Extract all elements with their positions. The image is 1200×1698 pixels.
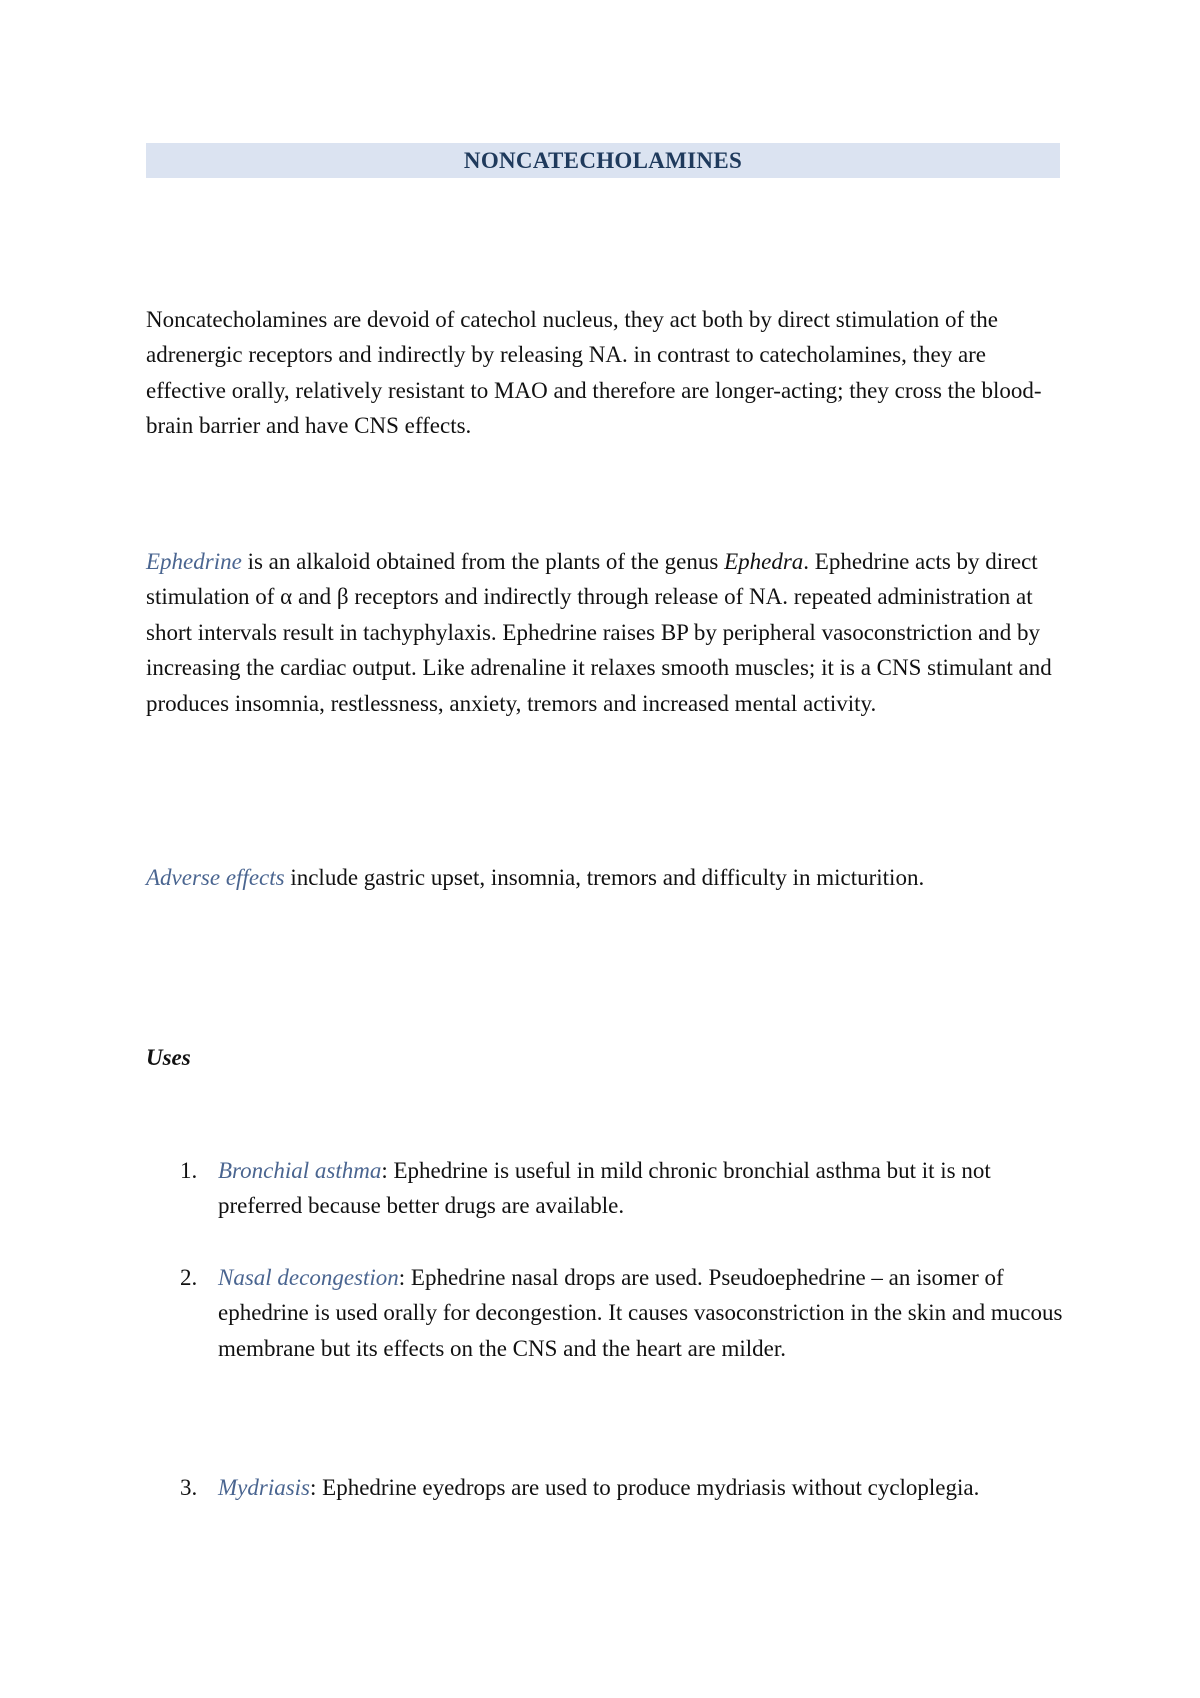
list-item-body <box>218 1153 1070 1224</box>
use-term: Mydriasis <box>218 1475 310 1500</box>
uses-heading: Uses <box>146 1045 191 1070</box>
list-item <box>180 1260 1070 1366</box>
use-term: Nasal decongestion <box>218 1265 399 1290</box>
page-title: NONCATECHOLAMINES <box>146 143 1060 178</box>
use-text: : Ephedrine eyedrops are used to produce mydriasis without cycloplegia. <box>310 1475 980 1500</box>
list-item-body <box>218 1260 1070 1366</box>
use-text: : Ephedrine is useful in mild chronic bronchial asthma but it is not preferred because better drugs are available. <box>218 1158 991 1219</box>
list-item <box>180 1470 1070 1505</box>
ephedrine-paragraph <box>146 544 1066 721</box>
list-item <box>180 1153 1070 1224</box>
use-text: : Ephedrine nasal drops are used. Pseudoephedrine – an isomer of ephedrine is used orally for decongestion. It causes vasoconstriction in the skin and mucous membrane but its effects on the CNS and the heart are milder. <box>218 1265 1063 1361</box>
use-term: Bronchial asthma <box>218 1158 382 1183</box>
ephedrine-text-b: . Ephedrine acts by direct stimulation of α and β receptors and indirectly through release of NA. repeated administration at short intervals result in tachyphylaxis. Ephedrine raises BP by peripheral vasoconstriction and by increasing the cardiac output. Like adrenaline it relaxes smooth muscles; it is a CNS stimulant and produces insomnia, restlessness, anxiety, tremors and increased mental activity. <box>146 549 1052 716</box>
ephedrine-term: Ephedrine <box>146 549 242 574</box>
list-number: 3. <box>180 1475 198 1500</box>
adverse-effects-paragraph <box>146 860 1066 895</box>
intro-paragraph: Noncatecholamines are devoid of catechol nucleus, they act both by direct stimulation of the adrenergic receptors and indirectly by releasing NA. in contrast to catecholamines, they are effective orally, relatively resistant to MAO and therefore are longer-acting; they cross the blood-brain barrier and have CNS effects. <box>146 307 1042 439</box>
adverse-effects-text: include gastric upset, insomnia, tremors and difficulty in micturition. <box>284 865 925 890</box>
list-number: 1. <box>180 1158 198 1183</box>
ephedrine-text-a: is an alkaloid obtained from the plants of the genus <box>241 549 725 574</box>
ephedra-genus: Ephedra <box>724 549 804 574</box>
list-item-body <box>218 1470 1070 1505</box>
adverse-effects-term: Adverse effects <box>146 865 285 890</box>
list-number: 2. <box>180 1265 198 1290</box>
